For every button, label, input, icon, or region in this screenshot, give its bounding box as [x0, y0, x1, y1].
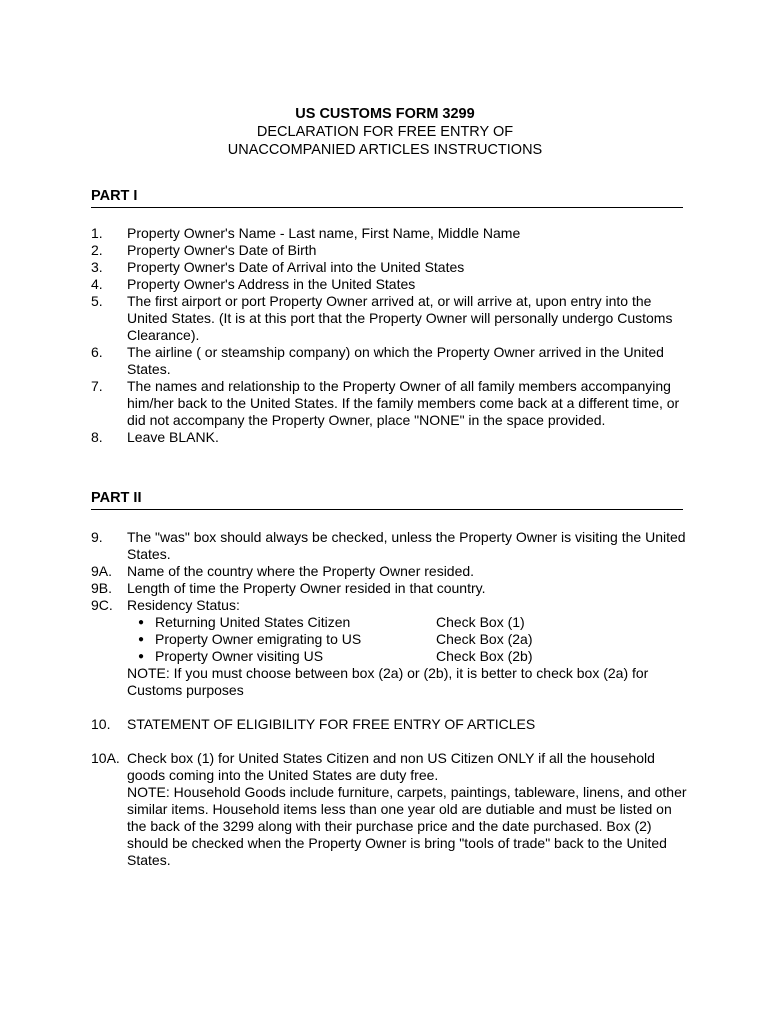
- item-number: 2.: [91, 242, 103, 258]
- list-item: [91, 429, 691, 446]
- list-item: [91, 563, 691, 580]
- title-block: [0, 105, 770, 159]
- item-body: [127, 750, 691, 869]
- item-text: Leave BLANK.: [127, 429, 219, 445]
- list-item: [91, 580, 691, 597]
- item-text: Property Owner's Address in the United States: [127, 276, 416, 292]
- residency-label: Property Owner emigrating to US: [155, 631, 362, 647]
- item-text: Name of the country where the Property Owner resided.: [127, 563, 475, 579]
- residency-label: Returning United States Citizen: [155, 614, 351, 630]
- form-title: US CUSTOMS FORM 3299: [295, 106, 475, 122]
- residency-label: Property Owner visiting US: [155, 648, 324, 664]
- item-number: 1.: [91, 225, 103, 241]
- item-number: 10.: [91, 716, 111, 732]
- check-box-reference: Check Box (1): [436, 614, 525, 630]
- list-item: [91, 378, 691, 429]
- item-number: 4.: [91, 276, 103, 292]
- item-note: NOTE: Household Goods include furniture, carpets, paintings, tableware, linens, and other similar items. Household items less than one year old are dutiable and must be listed on the back of the 3299 along with their purchase price and the date purchased. Box (2) should be checked when the Property Owner is bring "tools of trade" back to the United States.: [127, 784, 687, 868]
- residency-option: [127, 614, 691, 631]
- residency-option: [127, 648, 691, 665]
- part1-list: [91, 225, 691, 446]
- bullet-icon: ●: [137, 651, 145, 662]
- form-subtitle-line2: UNACCOMPANIED ARTICLES INSTRUCTIONS: [227, 142, 543, 158]
- residency-status-list: [127, 614, 691, 665]
- item-text: Check box (1) for United States Citizen and non US Citizen ONLY if all the household goods coming into the United States are duty free.: [127, 750, 655, 783]
- item-number: 3.: [91, 259, 103, 275]
- check-box-reference: Check Box (2b): [436, 648, 533, 664]
- item-number: 8.: [91, 429, 103, 445]
- item-number: 9.: [91, 529, 103, 545]
- item-text: Property Owner's Date of Birth: [127, 242, 317, 258]
- part1-heading: PART I: [91, 188, 683, 208]
- list-item: [91, 276, 691, 293]
- item-body: [127, 597, 691, 699]
- item-text: Residency Status:: [127, 597, 240, 613]
- item-text: Property Owner's Name - Last name, First Name, Middle Name: [127, 225, 521, 241]
- spacer: [91, 733, 691, 750]
- item-number: 6.: [91, 344, 103, 360]
- list-item: [91, 242, 691, 259]
- spacer: [91, 699, 691, 716]
- check-box-reference: Check Box (2a): [436, 631, 533, 647]
- list-item: [91, 259, 691, 276]
- item-note: NOTE: If you must choose between box (2a) or (2b), it is better to check box (2a) for Customs purposes: [127, 665, 649, 698]
- item-number: 7.: [91, 378, 103, 394]
- list-item: [91, 750, 691, 869]
- item-text: The first airport or port Property Owner arrived at, or will arrive at, upon entry into the United States. (It is at this port that the Property Owner will personally undergo Customs Clearance).: [127, 293, 673, 343]
- item-text: The airline ( or steamship company) on which the Property Owner arrived in the United States.: [127, 344, 664, 377]
- item-number: 10A.: [91, 750, 120, 766]
- item-number: 9B.: [91, 580, 113, 596]
- item-text: STATEMENT OF ELIGIBILITY FOR FREE ENTRY OF ARTICLES: [127, 716, 536, 732]
- list-item: [91, 344, 691, 378]
- part2-heading: PART II: [91, 490, 683, 510]
- list-item: [91, 597, 691, 699]
- item-number: 5.: [91, 293, 103, 309]
- item-text: Property Owner's Date of Arrival into the United States: [127, 259, 465, 275]
- residency-option: [127, 631, 691, 648]
- list-item: [91, 293, 691, 344]
- bullet-icon: ●: [137, 617, 145, 628]
- item-text: The "was" box should always be checked, unless the Property Owner is visiting the United States.: [127, 529, 686, 562]
- item-number: 9A.: [91, 563, 113, 579]
- item-number: 9C.: [91, 597, 113, 613]
- form-subtitle-line1: DECLARATION FOR FREE ENTRY OF: [256, 124, 514, 140]
- list-item: [91, 529, 691, 563]
- item-text: The names and relationship to the Property Owner of all family members accompanying him/her back to the United States. If the family members come back at a different time, or did not accompany the Property Owner, place "NONE" in the space provided.: [127, 378, 680, 428]
- bullet-icon: ●: [137, 634, 145, 645]
- part2-list: [91, 529, 691, 869]
- list-item: [91, 716, 691, 733]
- item-text: Length of time the Property Owner resided in that country.: [127, 580, 486, 596]
- list-item: [91, 225, 691, 242]
